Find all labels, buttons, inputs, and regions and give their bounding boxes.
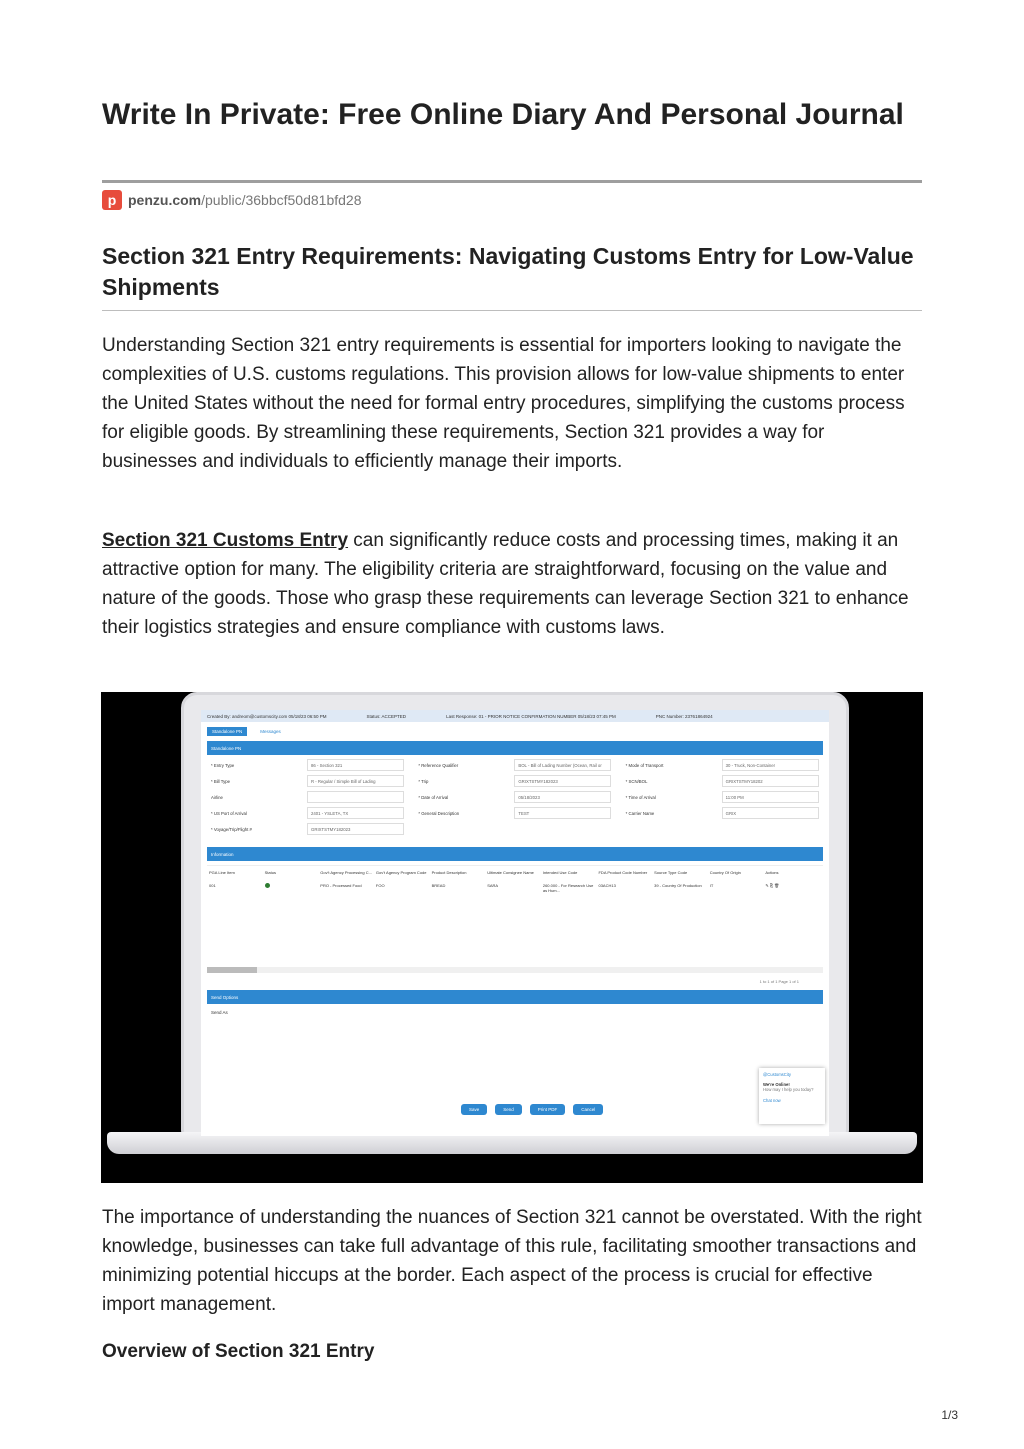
tab-messages[interactable]: Messages [260,729,281,734]
form-field: * Date of Arrival 05/18/2023 [418,791,611,803]
form-field: * SCN/BOL GRIXTSTMY18202 [626,775,819,787]
status-ok-icon [265,883,270,888]
send-as-label: Send As [211,1010,228,1015]
screen-tabs [207,727,823,736]
penzu-logo-icon: p [102,190,122,210]
row-actions-icon[interactable]: ✎ ⎘ 🗑 [765,883,780,888]
source-link[interactable] [102,189,361,211]
source-path[interactable]: /public/36bbcf50d81bfd28 [201,192,362,208]
form-field: Airline [211,791,404,803]
heading-divider [102,310,922,311]
information-table [207,865,823,897]
section-321-link[interactable]: Section 321 Customs Entry [102,530,349,551]
subheading: Overview of Section 321 Entry [102,1341,375,1362]
form-field: * Entry Type 86 - Section 321 [211,759,404,771]
app-screen [201,710,829,1136]
table-row[interactable]: 001 PRO - Processed Food FOO BREAD SARA 260.000 - For Research Use as Hum... 03ACH13 39 - Country Of Production IT ✎ ⎘ 🗑 [207,879,823,897]
form-field: * Reference Qualifier BOL - Bill of Lading Number (Ocean, Rail or [418,759,611,771]
page-number: 1/3 [941,1408,958,1422]
form-field: * Trip GRIXTSTMY182023 [418,775,611,787]
entry-status-bar: Created By: andreom@customscity.com 05/18/23 06:50 PM Status: ACCEPTED Last Response: 01 - PRIOR NOTICE CONFIRMATION NUMBER 05/18/23 07:45 PM PNC Number: 23761864924 [201,710,829,722]
send-options-header: Send Options [207,990,823,1004]
chat-now-link[interactable]: Chat now [763,1098,781,1103]
form-field: * Voyage/Trip/Flight # GRIXTSTMY182023 [211,823,404,835]
form-field: * Carrier Name GRIX [626,807,819,819]
cancel-button[interactable]: Cancel [573,1104,603,1115]
form-field: * General Description TEST [418,807,611,819]
tab-standalone-pn[interactable]: Standalone PN [207,727,247,736]
title-divider [102,180,922,183]
chat-widget[interactable]: @CustomsCity We're Online! How may I help you today? Chat now [759,1068,825,1124]
form-field: * Bill Type R - Regular / Simple Bill of Lading [211,775,404,787]
paragraph-2 [102,526,924,642]
source-domain[interactable]: penzu.com [128,192,202,208]
laptop-screenshot [101,692,923,1183]
table-pager: 1 to 1 of 1 Page 1 of 1 [759,979,799,984]
print-pdf-button[interactable]: Print PDF [530,1104,566,1115]
entry-form [211,759,819,835]
form-field: * US Port of Arrival 2401 - YSLETA, TX [211,807,404,819]
send-button[interactable]: Send [495,1104,522,1115]
table-header: PGA Line Item Status Gov't Agency Processing C... Gov't Agency Program Code Product Description Ultimate Consignee Name Intended Use Code FDA Product Code Number Source Type Code Country Of Origin Actions [209,870,779,875]
action-buttons [461,1104,603,1115]
paragraph-1: Understanding Section 321 entry requirements is essential for importers looking to navigate the complexities of U.S. customs regulations. This provision allows for low-value shipments to enter the United States without the need for formal entry procedures, simplifying the customs process for eligible goods. By streamlining these requirements, Section 321 provides a way for businesses and individuals to efficiently manage their imports. [102,335,905,472]
paragraph-2-text: can significantly reduce costs and processing times, making it an attractive option for many. The eligibility criteria are straightforward, focusing on the value and nature of the goods. Those who grasp these requirements can leverage Section 321 to enhance their logistics strategies and ensure compliance with customs laws. [102,530,909,638]
article-heading: Section 321 Entry Requirements: Navigating Customs Entry for Low-Value Shipments [102,243,914,300]
standalone-pn-header: Standalone PN [207,741,823,755]
form-field: * Mode of Transport 30 - Truck, Non-Container [626,759,819,771]
table-scrollbar[interactable] [207,967,823,973]
information-header: Information [207,847,823,861]
paragraph-3: The importance of understanding the nuances of Section 321 cannot be overstated. With the right knowledge, businesses can take full advantage of this rule, facilitating smoother transactions and minimizing potential hiccups at the border. Each aspect of the process is crucial for effective import management. [102,1207,922,1315]
form-field: * Time of Arrival 11:00 PM [626,791,819,803]
save-button[interactable]: Save [461,1104,487,1115]
page-title: Write In Private: Free Online Diary And Personal Journal [102,98,904,131]
